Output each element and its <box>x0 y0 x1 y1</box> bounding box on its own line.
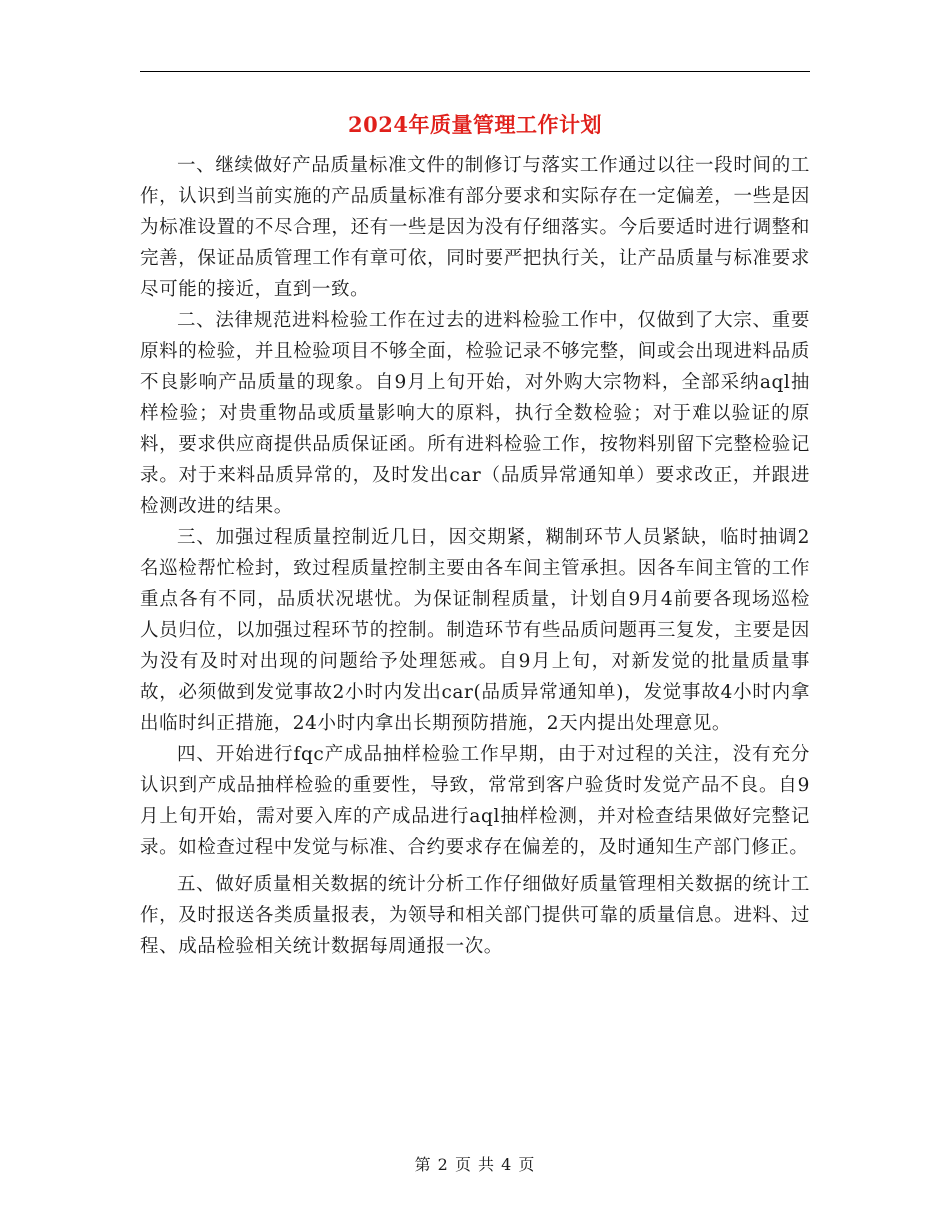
paragraph-4: 四、开始进行fqc产成品抽样检验工作早期，由于对过程的关注，没有充分认识到产成品抽样检验的重要性，导致，常常到客户验货时发觉产品不良。自9月上旬开始，需对要入库的产成品进行aql抽样检测，并对检查结果做好完整记录。如检查过程中发觉与标准、合约要求存在偏差的，及时通知生产部门修正。 <box>140 744 810 858</box>
document-body <box>140 150 810 962</box>
header-rule <box>140 71 810 72</box>
paragraph-1: 一、继续做好产品质量标准文件的制修订与落实工作通过以往一段时间的工作，认识到当前实施的产品质量标准有部分要求和实际存在一定偏差，一些是因为标准设置的不尽合理，还有一些是因为没有仔细落实。今后要适时进行调整和完善，保证品质管理工作有章可依，同时要严把执行关，让产品质量与标准要求尽可能的接近，直到一致。 <box>140 155 810 300</box>
paragraph-5: 五、做好质量相关数据的统计分析工作仔细做好质量管理相关数据的统计工作，及时报送各类质量报表，为领导和相关部门提供可靠的质量信息。进料、过程、成品检验相关统计数据每周通报一次。 <box>140 874 810 957</box>
paragraph-3: 三、加强过程质量控制近几日，因交期紧，糊制环节人员紧缺，临时抽调2名巡检帮忙检封，致过程质量控制主要由各车间主管承担。因各车间主管的工作重点各有不同，品质状况堪忧。为保证制程质量，计划自9月4前要各现场巡检人员归位，以加强过程环节的控制。制造环节有些品质问题再三复发，主要是因为没有及时对出现的问题给予处理惩戒。自9月上旬，对新发觉的批量质量事故，必须做到发觉事故2小时内发出car(品质异常通知单)，发觉事故4小时内拿出临时纠正措施，24小时内拿出长期预防措施，2天内提出处理意见。 <box>140 527 810 734</box>
page-number: 第 2 页 共 4 页 <box>414 1155 536 1174</box>
paragraph-2: 二、法律规范进料检验工作在过去的进料检验工作中，仅做到了大宗、重要原料的检验，并且检验项目不够全面，检验记录不够完整，间或会出现进料品质不良影响产品质量的现象。自9月上旬开始，对外购大宗物料，全部采纳aql抽样检验；对贵重物品或质量影响大的原料，执行全数检验；对于难以验证的原料，要求供应商提供品质保证函。所有进料检验工作，按物料别留下完整检验记录。对于来料品质异常的，及时发出car（品质异常通知单）要求改正，并跟进检测改进的结果。 <box>140 310 810 517</box>
document-title: 2024年质量管理工作计划 <box>348 112 602 137</box>
